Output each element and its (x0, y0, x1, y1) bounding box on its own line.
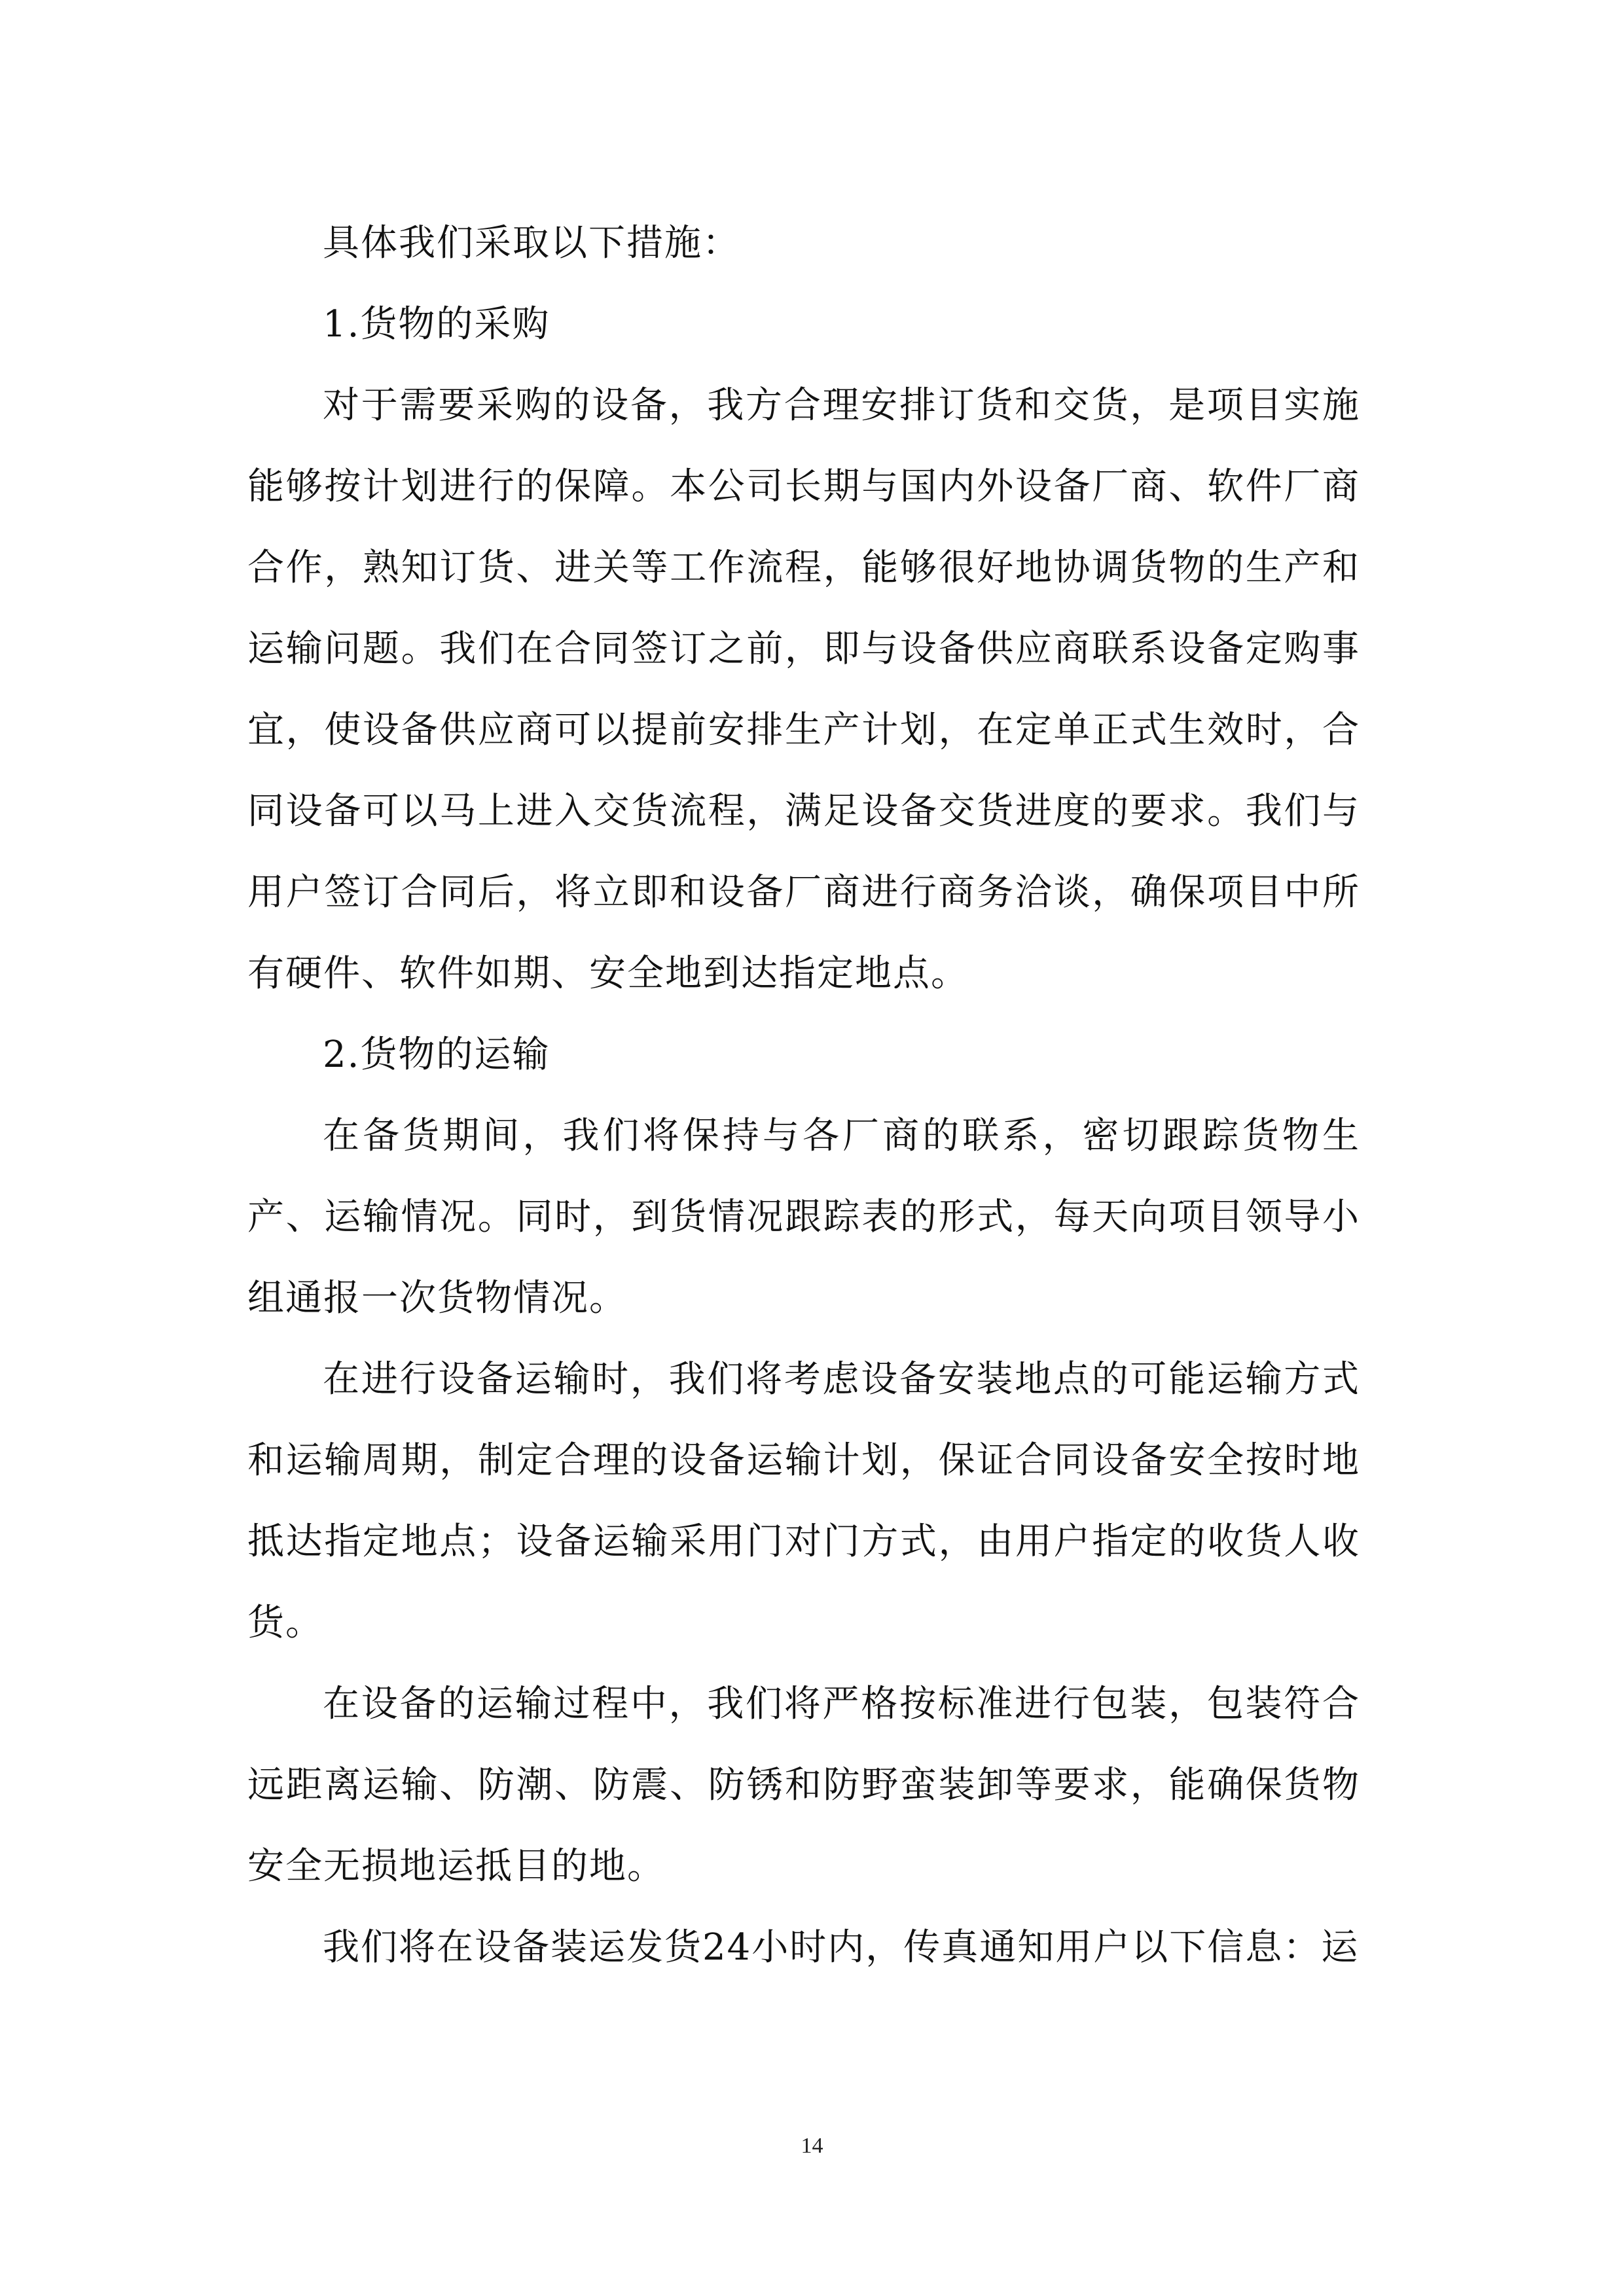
paragraph-transport-plan: 在进行设备运输时，我们将考虑设备安装地点的可能运输方式和运输周期，制定合理的设备运输计划，保证合同设备安全按时地抵达指定地点；设备运输采用门对门方式，由用户指定的收货人收货。 (247, 1358, 1360, 1644)
document-body (247, 203, 1360, 1988)
paragraph-packaging: 在设备的运输过程中，我们将严格按标准进行包装，包装符合远距离运输、防潮、防震、防锈和防野蛮装卸等要求，能确保货物安全无损地运抵目的地。 (247, 1683, 1360, 1888)
paragraph-measures-intro: 具体我们采取以下措施： (323, 222, 740, 264)
paragraph-stocking: 在备货期间，我们将保持与各厂商的联系，密切跟踪货物生产、运输情况。同时，到货情况跟踪表的形式，每天向项目领导小组通报一次货物情况。 (247, 1115, 1360, 1319)
heading-transport: 2.货物的运输 (323, 1033, 550, 1076)
paragraph-procurement: 对于需要采购的设备，我方合理安排订货和交货，是项目实施能够按计划进行的保障。本公司长期与国内外设备厂商、软件厂商合作，熟知订货、进关等工作流程，能够很好地协调货物的生产和运输问题。我们在合同签订之前，即与设备供应商联系设备定购事宜，使设备供应商可以提前安排生产计划，在定单正式生效时，合同设备可以马上进入交货流程，满足设备交货进度的要求。我们与用户签订合同后，将立即和设备厂商进行商务洽谈，确保项目中所有硬件、软件如期、安全地到达指定地点。 (247, 384, 1360, 995)
page-number: 14 (801, 2134, 823, 2158)
paragraph-shipping-notice: 我们将在设备装运发货24小时内，传真通知用户以下信息：运 (323, 1926, 1360, 1969)
heading-procurement: 1.货物的采购 (323, 303, 550, 346)
